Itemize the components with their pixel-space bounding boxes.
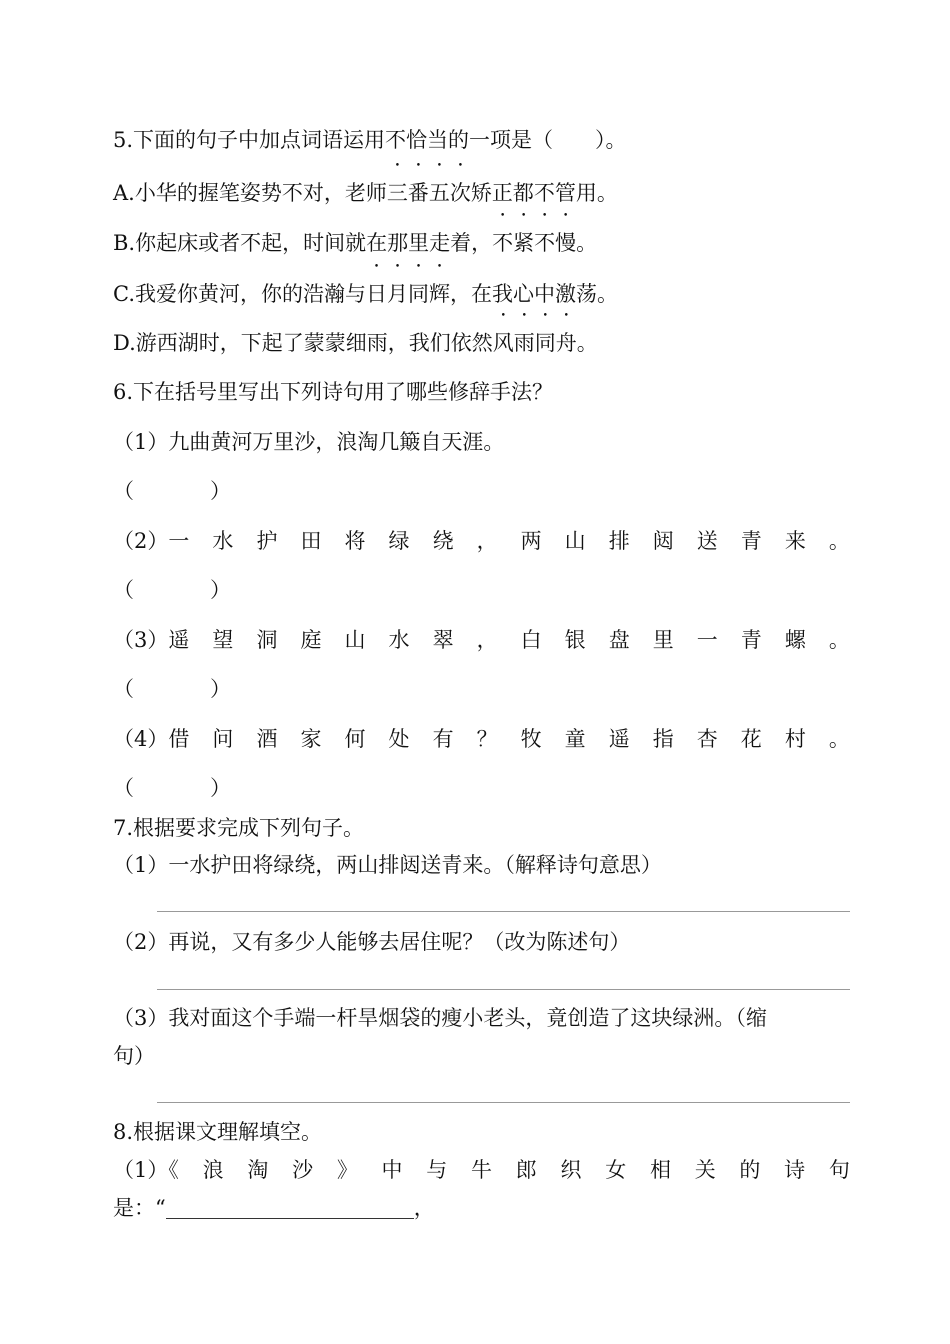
q5-option-b bbox=[113, 228, 850, 258]
q7-item-3-line-2: 句） bbox=[113, 1044, 155, 1068]
poem-char: （4）借 bbox=[113, 727, 190, 751]
poem-char: ， bbox=[476, 529, 498, 553]
poem-char: 银 bbox=[564, 628, 586, 652]
q6-question: 6.下在括号里写出下列诗句用了哪些修辞手法？ bbox=[113, 380, 554, 404]
answer-line-1[interactable] bbox=[157, 911, 850, 912]
poem-char: 水 bbox=[212, 529, 234, 553]
poem-char: ？ bbox=[476, 727, 498, 751]
option-text: 矫正都不管用。 bbox=[470, 181, 618, 205]
poem-char: （2）一 bbox=[113, 529, 190, 553]
paren-close: ） bbox=[210, 578, 231, 602]
poem-char: 田 bbox=[300, 529, 322, 553]
poem-char: 庭 bbox=[300, 628, 322, 652]
text-char: （1）《 bbox=[113, 1158, 179, 1182]
option-text: A.小华的握笔姿势不对，老师 bbox=[113, 181, 387, 205]
emphasis-char: 不 bbox=[492, 231, 514, 255]
emphasis-char: 辉 bbox=[429, 282, 450, 306]
emphasis-char: 不 bbox=[534, 231, 556, 255]
text-char: 》 bbox=[336, 1158, 358, 1182]
q7-item-3-line-1: （3）我对面这个手端一杆旱烟袋的瘦小老头，竟创造了这块绿洲。（缩 bbox=[113, 1006, 767, 1030]
poem-char: 问 bbox=[212, 727, 234, 751]
q8-item-1-line-2 bbox=[113, 1193, 850, 1223]
poem-char: 牧 bbox=[520, 727, 542, 751]
poem-char: 。 bbox=[828, 529, 850, 553]
q5-option-c bbox=[113, 279, 850, 309]
text-char: 的 bbox=[739, 1158, 761, 1182]
poem-char: 处 bbox=[388, 727, 410, 751]
paren-open: （ bbox=[113, 578, 134, 602]
text-char: 关 bbox=[694, 1158, 716, 1182]
answer-line-3[interactable] bbox=[157, 1102, 850, 1103]
poem-char: 来 bbox=[784, 529, 806, 553]
emphasis-char: 日 bbox=[366, 282, 387, 306]
poem-char: 两 bbox=[520, 529, 542, 553]
text-char: 与 bbox=[426, 1158, 448, 1182]
text-char: 句 bbox=[828, 1158, 850, 1182]
emphasis-char: 慢 bbox=[555, 231, 577, 255]
option-text: 。 bbox=[576, 231, 598, 255]
q7-question: 7.根据要求完成下列句子。 bbox=[113, 816, 365, 840]
poem-char: 排 bbox=[608, 529, 630, 553]
fill-blank[interactable] bbox=[166, 1198, 414, 1219]
poem-char: 盘 bbox=[608, 628, 630, 652]
poem-char: 山 bbox=[344, 628, 366, 652]
poem-char: 护 bbox=[256, 529, 278, 553]
poem-char: 何 bbox=[344, 727, 366, 751]
paren-open: （ bbox=[113, 479, 134, 503]
paren-close: ） bbox=[210, 677, 231, 701]
emphasis-char: 五 bbox=[428, 181, 450, 205]
paren-close: ） bbox=[210, 479, 231, 503]
poem-char: 望 bbox=[212, 628, 234, 652]
q6-item-2 bbox=[113, 526, 850, 556]
emphasis-char: 同 bbox=[534, 331, 556, 355]
q5-option-d bbox=[113, 328, 850, 358]
option-text: D.游西湖时，下起了蒙蒙细雨，我们依然 bbox=[113, 331, 493, 355]
text-char: 中 bbox=[381, 1158, 403, 1182]
poem-char: 将 bbox=[344, 529, 366, 553]
poem-char: 山 bbox=[564, 529, 586, 553]
q8-question: 8.根据课文理解填空。 bbox=[113, 1120, 323, 1144]
q7-item-1: （1）一水护田将绿绕，两山排闼送青来。（解释诗句意思） bbox=[113, 853, 662, 877]
text-prefix: 是：“ bbox=[113, 1196, 166, 1220]
poem-char: 一 bbox=[696, 628, 718, 652]
option-text: 。 bbox=[576, 331, 598, 355]
text-char: 郎 bbox=[515, 1158, 537, 1182]
poem-char: 青 bbox=[740, 529, 762, 553]
text-char: 女 bbox=[605, 1158, 627, 1182]
poem-char: 闼 bbox=[652, 529, 674, 553]
poem-char: ， bbox=[476, 628, 498, 652]
emphasis-char: 次 bbox=[449, 181, 471, 205]
text-char: 织 bbox=[560, 1158, 582, 1182]
paren-close: ） bbox=[210, 776, 231, 800]
option-text: ，在我心中激荡。 bbox=[450, 282, 618, 306]
paren-open: （ bbox=[113, 776, 134, 800]
poem-char: 洞 bbox=[256, 628, 278, 652]
q6-item-4 bbox=[113, 724, 850, 754]
paren-open: （ bbox=[113, 677, 134, 701]
poem-char: 村 bbox=[784, 727, 806, 751]
poem-char: 童 bbox=[564, 727, 586, 751]
poem-char: 家 bbox=[300, 727, 322, 751]
text-char: 诗 bbox=[784, 1158, 806, 1182]
q6-item-3 bbox=[113, 625, 850, 655]
q6-answer-2[interactable] bbox=[113, 575, 850, 605]
q5-option-a bbox=[113, 178, 850, 208]
poem-char: 送 bbox=[696, 529, 718, 553]
poem-char: 。 bbox=[828, 628, 850, 652]
poem-char: 青 bbox=[740, 628, 762, 652]
emphasis-char: 雨 bbox=[513, 331, 535, 355]
poem-char: 酒 bbox=[256, 727, 278, 751]
q8-item-1-line-1 bbox=[113, 1155, 850, 1185]
poem-char: 里 bbox=[652, 628, 674, 652]
text-char: 沙 bbox=[292, 1158, 314, 1182]
poem-char: 白 bbox=[520, 628, 542, 652]
poem-char: 花 bbox=[740, 727, 762, 751]
text-char: 牛 bbox=[471, 1158, 493, 1182]
poem-char: 。 bbox=[828, 727, 850, 751]
emphasis-char: 舟 bbox=[555, 331, 577, 355]
poem-char: 有 bbox=[432, 727, 454, 751]
poem-char: 翠 bbox=[432, 628, 454, 652]
q6-answer-4[interactable] bbox=[113, 773, 850, 803]
option-text: C.我爱你黄河，你的浩瀚与 bbox=[113, 282, 366, 306]
emphasis-char: 紧 bbox=[513, 231, 535, 255]
poem-char: 绕 bbox=[432, 529, 454, 553]
poem-char: 水 bbox=[388, 628, 410, 652]
text-char: 淘 bbox=[247, 1158, 269, 1182]
poem-char: （3）遥 bbox=[113, 628, 190, 652]
text-char: 相 bbox=[649, 1158, 671, 1182]
q6-item-1: （1）九曲黄河万里沙，浪淘几簸自天涯。 bbox=[113, 430, 505, 454]
emphasis-char: 番 bbox=[407, 181, 429, 205]
q6-answer-1[interactable] bbox=[113, 476, 850, 506]
poem-char: 遥 bbox=[608, 727, 630, 751]
emphasis-char: 三 bbox=[386, 181, 408, 205]
emphasis-char: 月 bbox=[387, 282, 408, 306]
q6-answer-3[interactable] bbox=[113, 674, 850, 704]
poem-char: 螺 bbox=[784, 628, 806, 652]
answer-line-2[interactable] bbox=[157, 989, 850, 990]
text-char: 浪 bbox=[202, 1158, 224, 1182]
poem-char: 指 bbox=[652, 727, 674, 751]
poem-char: 绿 bbox=[388, 529, 410, 553]
poem-char: 杏 bbox=[696, 727, 718, 751]
q5-question: 5.下面的句子中加点词语运用不恰当的一项是（ ）。 bbox=[113, 128, 627, 152]
emphasis-char: 同 bbox=[408, 282, 429, 306]
text-suffix: ， bbox=[413, 1196, 435, 1220]
q7-item-2: （2）再说，又有多少人能够去居住呢？（改为陈述句） bbox=[113, 930, 631, 954]
emphasis-char: 风 bbox=[492, 331, 514, 355]
option-text: B.你起床或者不起，时间就在那里走着， bbox=[113, 231, 493, 255]
